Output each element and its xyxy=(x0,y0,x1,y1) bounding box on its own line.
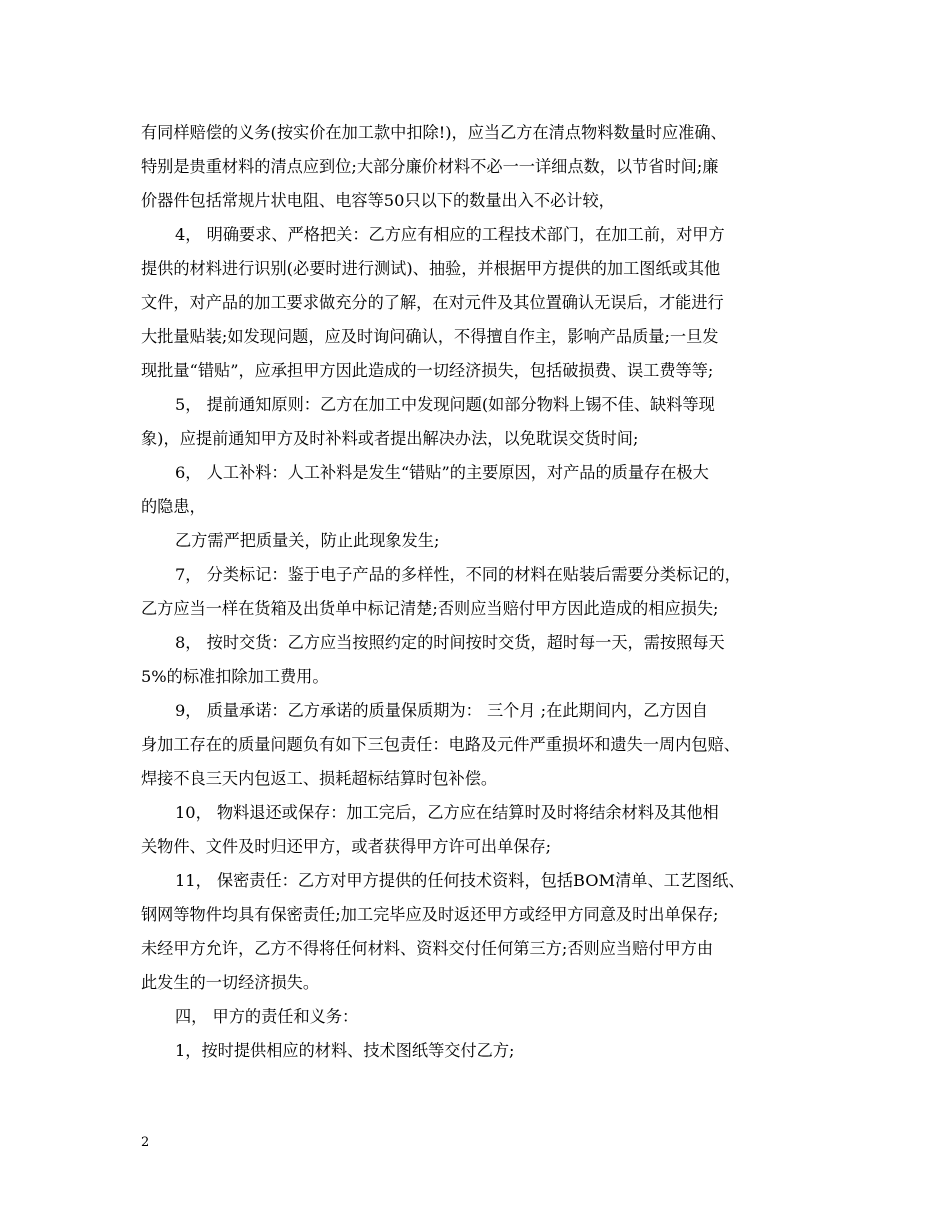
text-line: 有同样赔偿的义务(按实价在加工款中扣除!)，应当乙方在清点物料数量时应准确、 xyxy=(141,123,727,142)
text-line: 现批量“错贴”，应承担甲方因此造成的一切经济损失，包括破损费、误工费等等; xyxy=(141,361,714,380)
text-line: 未经甲方允许，乙方不得将任何材料、资料交付任何第三方;否则应当赔付甲方由 xyxy=(141,939,714,958)
text-line: 此发生的一切经济损失。 xyxy=(141,973,320,992)
text-line: 乙方需严把质量关，防止此现象发生; xyxy=(175,531,440,550)
text-line: 大批量贴装;如发现问题，应及时询问确认，不得擅自作主，影响产品质量;一旦发 xyxy=(141,327,719,346)
clause-8-heading: 8， 按时交货：乙方应当按照约定的时间按时交货，超时每一天，需按照每天 xyxy=(175,633,725,652)
clause-7-heading: 7， 分类标记：鉴于电子产品的多样性，不同的材料在贴装后需要分类标记的， xyxy=(175,565,741,584)
clause-11-heading: 11， 保密责任：乙方对甲方提供的任何技术资料，包括BOM清单、工艺图纸、 xyxy=(175,871,745,890)
text-line: 特别是贵重材料的清点应到位;大部分廉价材料不必一一详细点数，以节省时间;廉 xyxy=(141,157,719,176)
clause-4-heading: 4， 明确要求、严格把关：乙方应有相应的工程技术部门，在加工前，对甲方 xyxy=(175,225,725,244)
text-line: 5%的标准扣除加工费用。 xyxy=(141,667,329,686)
page-number: 2 xyxy=(141,1135,150,1150)
text-line: 象)，应提前通知甲方及时补料或者提出解决办法，以免耽误交货时间; xyxy=(141,429,639,448)
text-line: 价器件包括常规片状电阻、电容等50只以下的数量出入不必计较， xyxy=(141,191,615,210)
clause-10-heading: 10， 物料退还或保存：加工完后，乙方应在结算时及时将结余材料及其他相 xyxy=(175,803,719,822)
section-4-heading: 四， 甲方的责任和义务： xyxy=(175,1007,359,1026)
text-line: 文件，对产品的加工要求做充分的了解，在对元件及其位置确认无误后，才能进行 xyxy=(141,293,724,312)
text-line: 乙方应当一样在货箱及出货单中标记清楚;否则应当赔付甲方因此造成的相应损失; xyxy=(141,599,719,618)
text-line: 钢网等物件均具有保密责任;加工完毕应及时返还甲方或经甲方同意及时出单保存; xyxy=(141,905,719,924)
clause-9-heading: 9， 质量承诺：乙方承诺的质量保质期为： 三个月 ;在此期间内，乙方因自 xyxy=(175,701,708,720)
text-line: 提供的材料进行识别(必要时进行测试)、抽验，并根据甲方提供的加工图纸或其他 xyxy=(141,259,721,278)
text-line: 焊接不良三天内包返工、损耗超标结算时包补偿。 xyxy=(141,769,498,788)
clause-6-heading: 6， 人工补料：人工补料是发生“错贴”的主要原因，对产品的质量存在极大 xyxy=(175,463,709,482)
text-line: 关物件、文件及时归还甲方，或者获得甲方许可出单保存; xyxy=(141,837,552,856)
text-line: 身加工存在的质量问题负有如下三包责任：电路及元件严重损坏和遗失一周内包赔、 xyxy=(141,735,740,754)
clause-5-heading: 5， 提前通知原则：乙方在加工中发现问题(如部分物料上锡不佳、缺料等现 xyxy=(175,395,715,414)
text-line: 1，按时提供相应的材料、技术图纸等交付乙方; xyxy=(175,1041,515,1060)
text-line: 的隐患， xyxy=(141,497,206,516)
document-body xyxy=(141,116,821,1068)
